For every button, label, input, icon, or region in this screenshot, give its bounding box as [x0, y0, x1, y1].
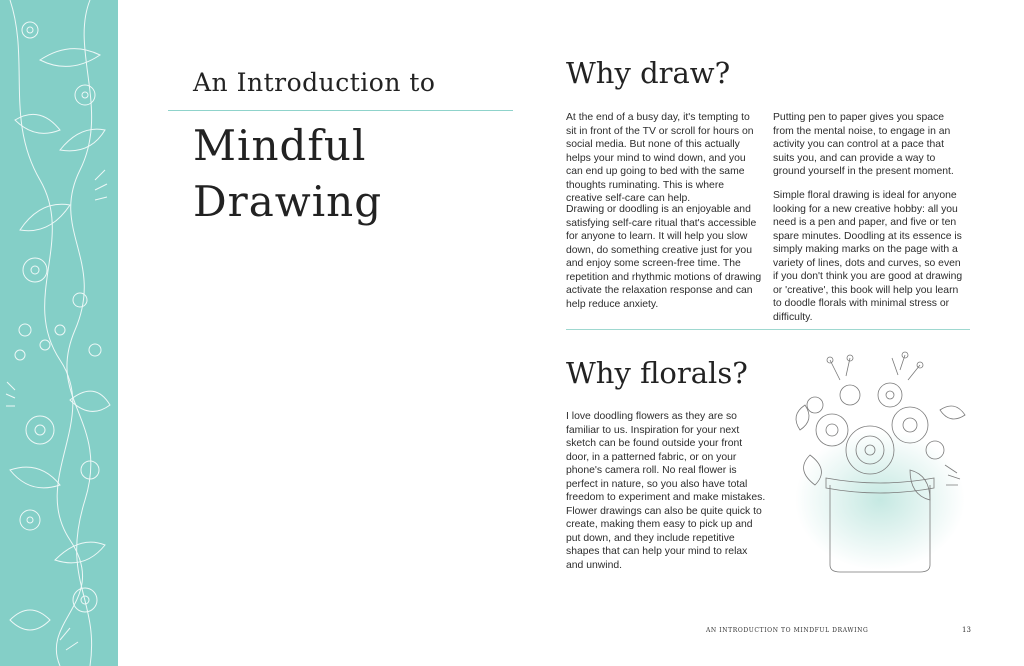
- why-florals-paragraph: I love doodling flowers as they are so familiar to us. Inspiration for your next sketch can be found outside your front door, in a patterned fabric, or on your phone's camera roll. No real flower is perfect in nature, so you also have total freedom to experiment and make mistakes. Flower drawings can also be quite quick to create, making them easy to pick up and put down, and they include repetitive shapes that can help your mind to relax and unwind.: [566, 411, 766, 571]
- why-draw-paragraph-3: Putting pen to paper gives you space from the mental noise, to engage in an activity you can control at a pace that suits you, and can provide a way to ground yourself in the present moment.: [773, 112, 954, 177]
- flower-bouquet-icon: [770, 350, 970, 580]
- why-draw-paragraph-1: At the end of a busy day, it's tempting to sit in front of the TV or scroll for hours on social media. But none of this actually helps your mind to wind down, and you can end up going to bed with the same thoughts ruminating. This is where creative self-care can help.: [566, 112, 754, 204]
- intro-heading: [193, 68, 523, 97]
- floral-pattern-icon: [0, 0, 118, 666]
- section-divider: [566, 329, 970, 330]
- title-divider: [168, 110, 513, 111]
- floral-sidebar: [0, 0, 118, 666]
- why-draw-paragraph-4: Simple floral drawing is ideal for anyone looking for a new creative hobby: all you need is a pen and paper, and five or ten spare minutes. Doodling at its essence is simply making marks on the page with a variety of lines, dots and curves, so even if you don't think you are good at drawing or 'creative', this book will help you learn to doodle florals with minimal stress or difficulty.: [773, 190, 963, 323]
- running-head: AN INTRODUCTION TO MINDFUL DRAWING: [706, 627, 869, 634]
- why-florals-heading: Why florals?: [566, 356, 748, 390]
- title-line-1: Mindful: [193, 121, 367, 170]
- title-intro: An Introduction to: [193, 68, 436, 97]
- why-draw-paragraph-2: Drawing or doodling is an enjoyable and satisfying self-care ritual that's accessible for anyone to learn. It will help you slow down, do something creative just for you and enjoy some screen-free time. The repetition and rhythmic motions of drawing activate the relaxation response and can help reduce anxiety.: [566, 204, 762, 310]
- title-line-2: Drawing: [193, 177, 383, 226]
- page-title: [193, 118, 382, 230]
- why-draw-heading: Why draw?: [566, 56, 731, 90]
- page-number: 13: [962, 626, 971, 634]
